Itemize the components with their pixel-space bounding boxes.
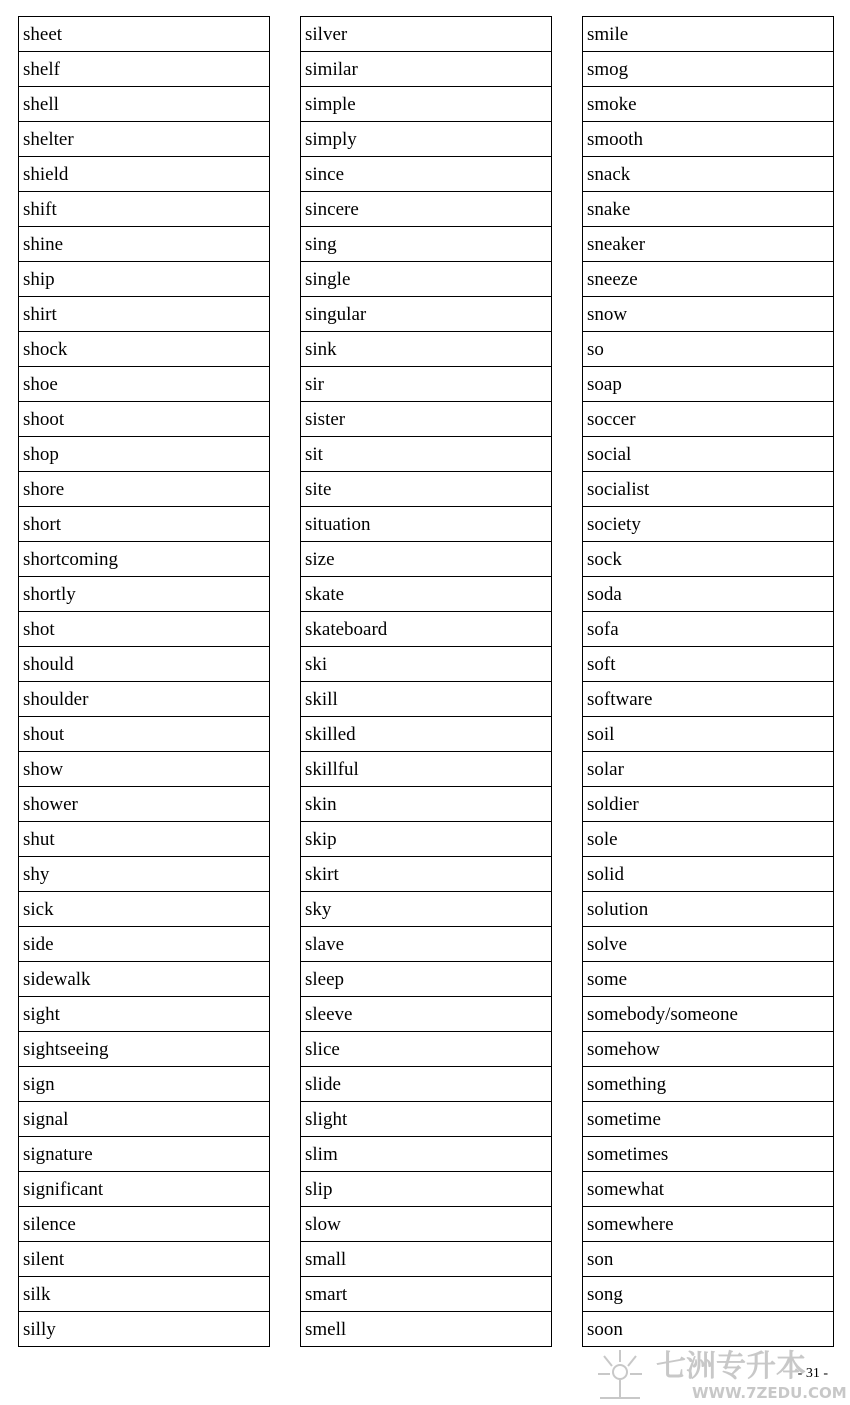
word-cell: slight — [301, 1102, 551, 1137]
word-cell: silk — [19, 1277, 269, 1312]
word-cell: socialist — [583, 472, 833, 507]
word-cell: slip — [301, 1172, 551, 1207]
word-cell: soft — [583, 647, 833, 682]
word-cell: solar — [583, 752, 833, 787]
word-cell: sing — [301, 227, 551, 262]
word-cell: society — [583, 507, 833, 542]
word-cell: shoulder — [19, 682, 269, 717]
word-cell: show — [19, 752, 269, 787]
word-cell: shell — [19, 87, 269, 122]
word-cell: signature — [19, 1137, 269, 1172]
word-cell: singular — [301, 297, 551, 332]
word-cell: size — [301, 542, 551, 577]
word-cell: sleeve — [301, 997, 551, 1032]
word-cell: skirt — [301, 857, 551, 892]
word-cell: smart — [301, 1277, 551, 1312]
word-cell: snack — [583, 157, 833, 192]
word-cell: somewhat — [583, 1172, 833, 1207]
word-cell: shelter — [19, 122, 269, 157]
word-cell: something — [583, 1067, 833, 1102]
word-cell: son — [583, 1242, 833, 1277]
word-cell: sofa — [583, 612, 833, 647]
word-cell: sink — [301, 332, 551, 367]
word-cell: skin — [301, 787, 551, 822]
word-cell: software — [583, 682, 833, 717]
word-cell: sir — [301, 367, 551, 402]
word-cell: silver — [301, 17, 551, 52]
word-cell: shoe — [19, 367, 269, 402]
word-cell: soccer — [583, 402, 833, 437]
word-cell: shine — [19, 227, 269, 262]
word-cell: slide — [301, 1067, 551, 1102]
word-cell: shut — [19, 822, 269, 857]
word-cell: shirt — [19, 297, 269, 332]
word-column-2 — [300, 16, 552, 1347]
word-cell: smooth — [583, 122, 833, 157]
word-cell: some — [583, 962, 833, 997]
word-cell: skip — [301, 822, 551, 857]
word-cell: sometimes — [583, 1137, 833, 1172]
word-cell: simply — [301, 122, 551, 157]
word-cell: sky — [301, 892, 551, 927]
word-cell: sole — [583, 822, 833, 857]
watermark-url: WWW.7ZEDU.COM — [692, 1384, 847, 1402]
word-cell: ski — [301, 647, 551, 682]
word-cell: small — [301, 1242, 551, 1277]
word-cell: skill — [301, 682, 551, 717]
word-cell: sleep — [301, 962, 551, 997]
word-cell: soldier — [583, 787, 833, 822]
word-cell: sign — [19, 1067, 269, 1102]
word-cell: shot — [19, 612, 269, 647]
word-cell: silence — [19, 1207, 269, 1242]
word-cell: soon — [583, 1312, 833, 1347]
word-cell: silly — [19, 1312, 269, 1347]
word-column-3 — [582, 16, 834, 1347]
word-cell: silent — [19, 1242, 269, 1277]
word-cell: snake — [583, 192, 833, 227]
word-cell: soda — [583, 577, 833, 612]
watermark-logo — [592, 1342, 850, 1404]
word-cell: shift — [19, 192, 269, 227]
word-cell: skate — [301, 577, 551, 612]
word-cell: sometime — [583, 1102, 833, 1137]
page-number: - 31 - — [797, 1366, 828, 1381]
word-cell: significant — [19, 1172, 269, 1207]
word-cell: social — [583, 437, 833, 472]
word-cell: solid — [583, 857, 833, 892]
word-column-1 — [18, 16, 270, 1347]
word-cell: song — [583, 1277, 833, 1312]
word-cell: simple — [301, 87, 551, 122]
word-cell: soil — [583, 717, 833, 752]
word-cell: sidewalk — [19, 962, 269, 997]
word-cell: shelf — [19, 52, 269, 87]
word-cell: somebody/someone — [583, 997, 833, 1032]
word-cell: solution — [583, 892, 833, 927]
word-cell: somewhere — [583, 1207, 833, 1242]
word-cell: soap — [583, 367, 833, 402]
word-cell: shore — [19, 472, 269, 507]
word-cell: slim — [301, 1137, 551, 1172]
word-cell: smell — [301, 1312, 551, 1347]
word-cell: sneeze — [583, 262, 833, 297]
word-cell: slave — [301, 927, 551, 962]
word-cell: since — [301, 157, 551, 192]
word-cell: somehow — [583, 1032, 833, 1067]
word-cell: sight — [19, 997, 269, 1032]
word-cell: short — [19, 507, 269, 542]
word-cell: should — [19, 647, 269, 682]
word-cell: side — [19, 927, 269, 962]
word-cell: sick — [19, 892, 269, 927]
word-cell: sightseeing — [19, 1032, 269, 1067]
word-cell: solve — [583, 927, 833, 962]
word-cell: signal — [19, 1102, 269, 1137]
word-cell: skillful — [301, 752, 551, 787]
word-cell: sock — [583, 542, 833, 577]
word-cell: similar — [301, 52, 551, 87]
word-cell: single — [301, 262, 551, 297]
word-cell: so — [583, 332, 833, 367]
word-cell: shield — [19, 157, 269, 192]
word-cell: shop — [19, 437, 269, 472]
word-cell: skateboard — [301, 612, 551, 647]
word-cell: sister — [301, 402, 551, 437]
word-cell: situation — [301, 507, 551, 542]
word-cell: shock — [19, 332, 269, 367]
word-cell: shoot — [19, 402, 269, 437]
word-cell: sheet — [19, 17, 269, 52]
word-cell: smog — [583, 52, 833, 87]
word-cell: shortly — [19, 577, 269, 612]
word-cell: sneaker — [583, 227, 833, 262]
word-cell: shy — [19, 857, 269, 892]
word-cell: shortcoming — [19, 542, 269, 577]
word-cell: smile — [583, 17, 833, 52]
word-cell: skilled — [301, 717, 551, 752]
word-cell: shout — [19, 717, 269, 752]
word-cell: site — [301, 472, 551, 507]
dandelion-icon — [598, 1350, 642, 1398]
word-cell: sincere — [301, 192, 551, 227]
word-cell: smoke — [583, 87, 833, 122]
word-cell: slow — [301, 1207, 551, 1242]
word-cell: sit — [301, 437, 551, 472]
word-cell: slice — [301, 1032, 551, 1067]
word-cell: shower — [19, 787, 269, 822]
word-cell: ship — [19, 262, 269, 297]
word-cell: snow — [583, 297, 833, 332]
watermark-brand: 七洲专升本 — [656, 1349, 806, 1384]
